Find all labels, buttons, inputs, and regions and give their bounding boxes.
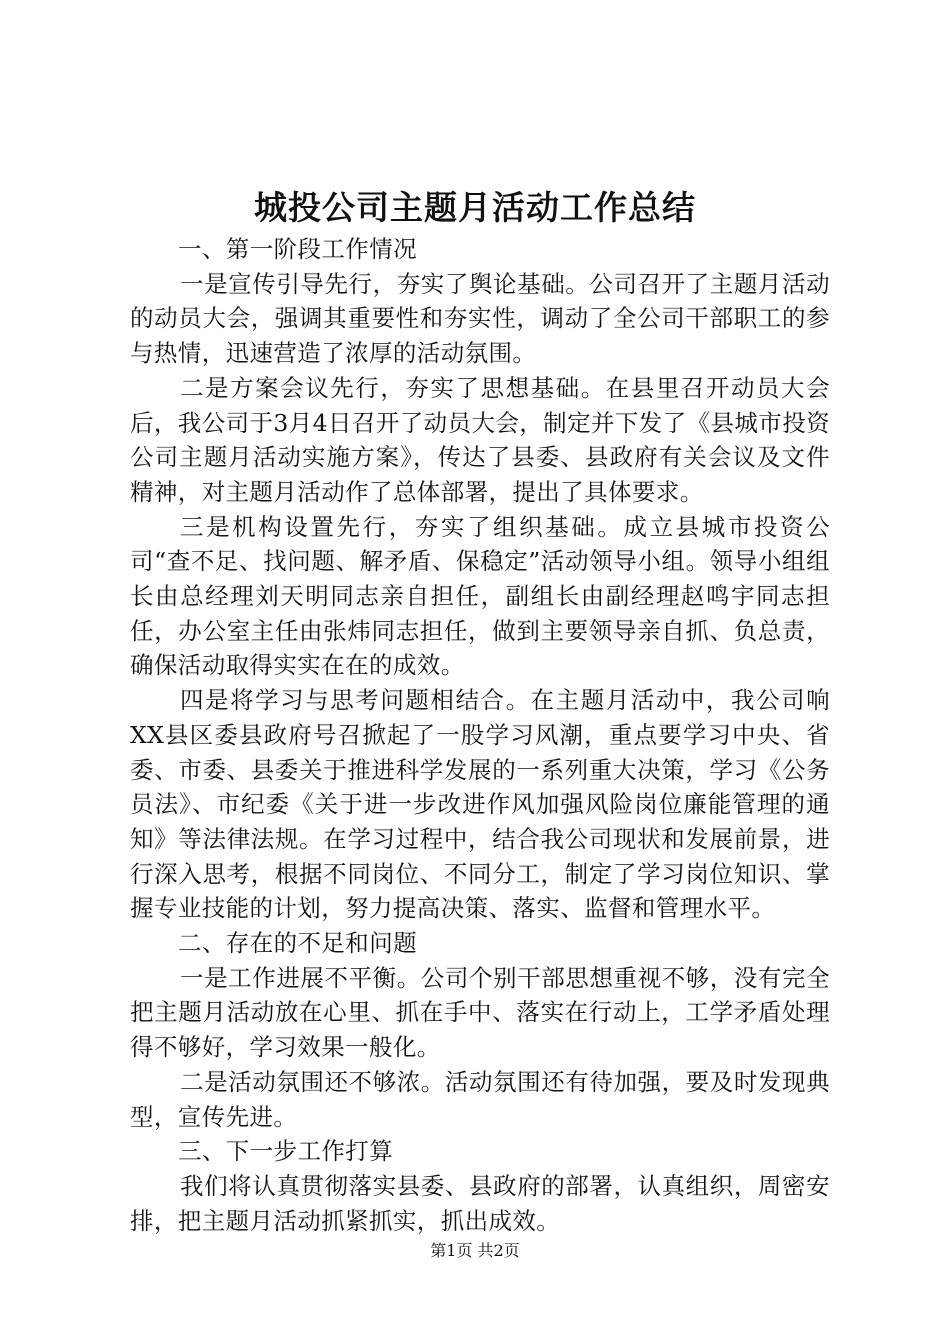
paragraph-meeting: 二是方案会议先行，夯实了思想基础。在县里召开动员大会后，我公司于3月4日召开了动员大会，制定并下发了《县城市投资公司主题月活动实施方案》，传达了县委、县政府有关会议及文件精神，对主题月活动作了总体部署，提出了具体要求。 (130, 373, 830, 506)
page-number-footer: 第1页 共2页 (430, 1241, 520, 1260)
paragraph-next-steps: 我们将认真贯彻落实县委、县政府的部署，认真组织，周密安排，把主题月活动抓紧抓实，抓出成效。 (130, 1171, 830, 1235)
document-body (130, 232, 830, 1238)
paragraph-imbalance: 一是工作进展不平衡。公司个别干部思想重视不够，没有完全把主题月活动放在心里、抓在手中、落实在行动上，工学矛盾处理得不够好，学习效果一般化。 (130, 963, 830, 1062)
paragraph-organization: 三是机构设置先行，夯实了组织基础。成立县城市投资公司“查不足、找问题、解矛盾、保稳定”活动领导小组。领导小组组长由总经理刘天明同志亲自担任，副组长由副经理赵鸣宇同志担任，办公室主任由张炜同志担任，做到主要领导亲自抓、负总责，确保活动取得实实在在的成效。 (130, 512, 830, 680)
paragraph-atmosphere: 二是活动氛围还不够浓。活动氛围还有待加强，要及时发现典型，宣传先进。 (130, 1067, 830, 1131)
section-heading-3: 三、下一步工作打算 (178, 1137, 394, 1166)
document-title: 城投公司主题月活动工作总结 (254, 188, 696, 227)
paragraph-study: 四是将学习与思考问题相结合。在主题月活动中，我公司响XX县区委县政府号召掀起了一股学习风潮，重点要学习中央、省委、市委、县委关于推进科学发展的一系列重大决策，学习《公务员法》、市纪委《关于进一步改进作风加强风险岗位廉能管理的通知》等法律法规。在学习过程中，结合我公司现状和发展前景，进行深入思考，根据不同岗位、不同分工，制定了学习岗位知识、掌握专业技能的计划，努力提高决策、落实、监督和管理水平。 (130, 686, 830, 923)
paragraph-publicity: 一是宣传引导先行，夯实了舆论基础。公司召开了主题月活动的动员大会，强调其重要性和夯实性，调动了全公司干部职工的参与热情，迅速营造了浓厚的活动氛围。 (130, 269, 830, 368)
section-heading-2: 二、存在的不足和问题 (178, 929, 417, 958)
section-heading-1: 一、第一阶段工作情况 (178, 235, 417, 263)
